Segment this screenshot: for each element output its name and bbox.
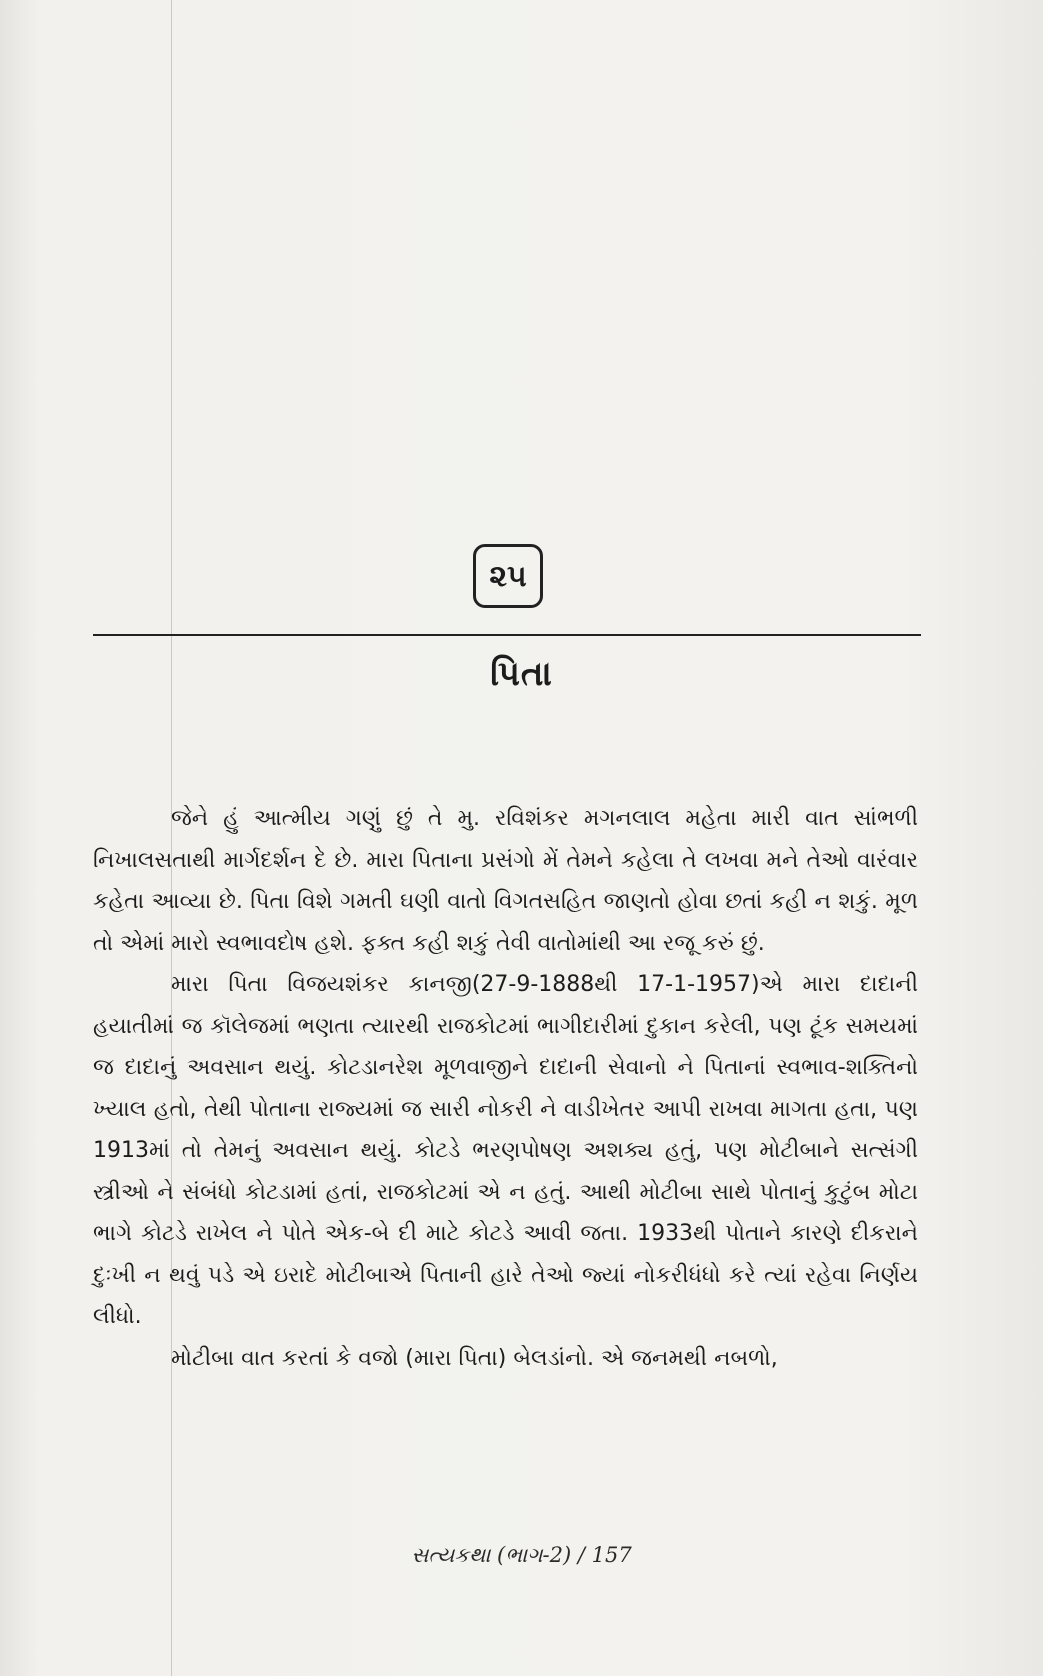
chapter-body [93, 798, 918, 1379]
paragraph: મોટીબા વાત કરતાં કે વજો (મારા પિતા) બેલડાંનો. એ જનમથી નબળો, [171, 1345, 778, 1371]
chapter-number: ૨૫ [489, 558, 527, 594]
chapter-number-box [473, 544, 543, 608]
paragraph: મારા પિતા વિજયશંકર કાનજી(27-9-1888થી 17-1-1957)એ મારા દાદાની હયાતીમાં જ કૉલેજમાં ભણતા ત્યારથી રાજકોટમાં ભાગીદારીમાં દુકાન કરેલી, પણ ટૂંક સમયમાં જ દાદાનું અવસાન થયું. કોટડાનરેશ મૂળવાજીને દાદાની સેવાનો ને પિતાનાં સ્વભાવ-શક્તિનો ખ્યાલ હતો, તેથી પોતાના રાજ્યમાં જ સારી નોકરી ને વાડીખેતર આપી રાખવા માગતા હતા, પણ 1913માં તો તેમનું અવસાન થયું. કોટડે ભરણપોષણ અશક્ય હતું, પણ મોટીબાને સત્સંગી સ્ત્રીઓ ને સંબંધો કોટડામાં હતાં, રાજકોટમાં એ ન હતું. આથી મોટીબા સાથે પોતાનું કુટુંબ મોટા ભાગે કોટડે રાખેલ ને પોતે એક-બે દી માટે કોટડે આવી જતા. 1933થી પોતાને કારણે દીકરાને દુઃખી ન થવું પડે એ ઇરાદે મોટીબાએ પિતાની હારે તેઓ જ્યાં નોકરીધંધો કરે ત્યાં રહેવા નિર્ણય લીધો. [93, 972, 918, 1329]
page-footer: સત્યકથા (ભાગ-2) / 157 [411, 1543, 632, 1567]
chapter-title: પિતા [490, 654, 553, 694]
paragraph: જેને હું આત્મીય ગણું છું તે મુ. રવિશંકર મગનલાલ મહેતા મારી વાત સાંભળી નિખાલસતાથી માર્ગદર્શન દે છે. મારા પિતાના પ્રસંગો મેં તેમને કહેલા તે લખવા મને તેઓ વારંવાર કહેતા આવ્યા છે. પિતા વિશે ગમતી ઘણી વાતો વિગતસહિત જાણતો હોવા છતાં કહી ન શકું. મૂળ તો એમાં મારો સ્વભાવદોષ હશે. ફક્ત કહી શકું તેવી વાતોમાંથી આ રજૂ કરું છું. [93, 806, 918, 956]
chapter-divider [93, 634, 921, 636]
